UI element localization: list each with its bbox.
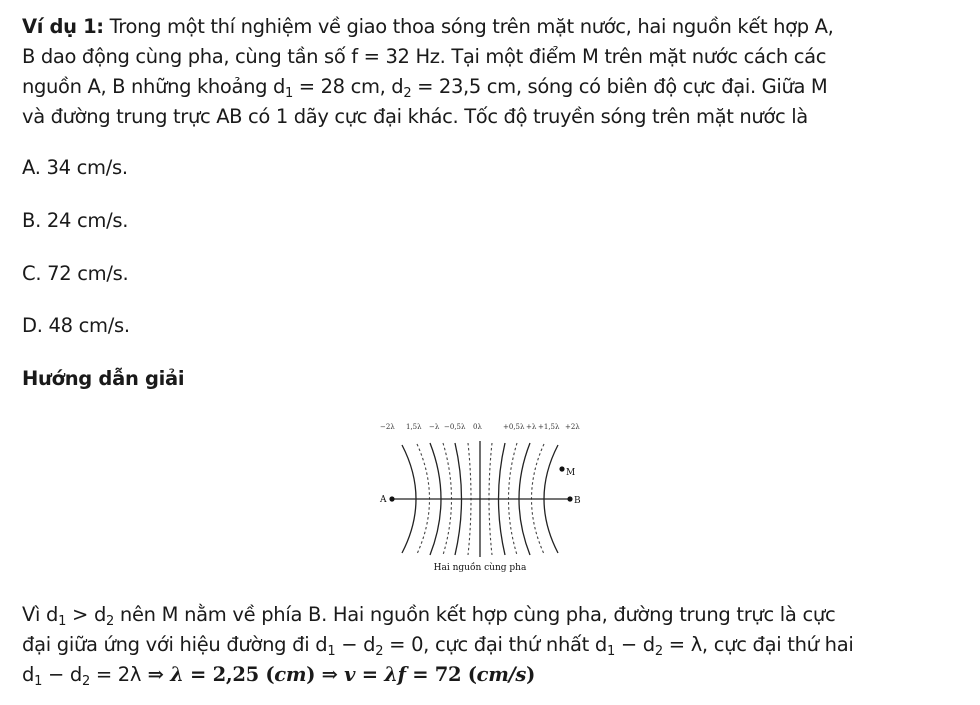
- question-line-3b: = 28 cm, d: [292, 75, 404, 98]
- label-plus-2: +2λ: [565, 423, 580, 431]
- label-minus-1-5: 1,5λ: [406, 423, 422, 431]
- point-b-label: B: [574, 496, 581, 506]
- subscript: 1: [285, 86, 293, 101]
- text: − d: [614, 633, 655, 656]
- text: = 0, cực đại thứ nhất d: [383, 633, 607, 656]
- subscript: 1: [58, 614, 67, 629]
- text: = λ, cực đại thứ hai: [662, 633, 854, 656]
- math-unit: cm: [274, 663, 307, 686]
- question-label: Ví dụ 1:: [22, 15, 104, 38]
- math-paren: ): [526, 663, 536, 686]
- label-plus-0-5: +0,5λ: [503, 423, 525, 431]
- figure-caption: Hai nguồn cùng pha: [433, 563, 527, 573]
- text: > d: [66, 603, 107, 626]
- math-lambda: λ: [170, 663, 184, 686]
- math-lambda-f: λf: [384, 663, 406, 686]
- explanation-paragraph: [22, 600, 927, 690]
- option-b: B. 24 cm/s.: [22, 209, 129, 232]
- question-line-3c: = 23,5 cm, sóng có biên độ cực đại. Giữa M: [411, 75, 828, 98]
- math-equals: =: [355, 663, 385, 686]
- label-minus-1: −λ: [429, 423, 440, 431]
- subscript: 2: [654, 644, 663, 659]
- question-line-4: và đường trung trực AB có 1 dãy cực đại khác. Tốc độ truyền sóng trên mặt nước là: [22, 105, 808, 128]
- label-minus-0-5: −0,5λ: [444, 423, 466, 431]
- math-value: = 2,25 (: [183, 663, 275, 686]
- point-a-label: A: [380, 495, 387, 505]
- option-d: D. 48 cm/s.: [22, 314, 130, 337]
- label-plus-1-5: +1,5λ: [538, 423, 560, 431]
- point-m-label: M: [566, 468, 576, 478]
- subscript: 2: [403, 86, 412, 101]
- question-paragraph: [22, 12, 927, 132]
- interference-figure: [362, 417, 592, 577]
- label-minus-2: −2λ: [380, 423, 395, 431]
- text: d: [22, 663, 35, 686]
- subscript: 1: [606, 644, 615, 659]
- math-v: v: [344, 663, 356, 686]
- label-zero: 0λ: [473, 423, 482, 431]
- subscript: 2: [106, 614, 115, 629]
- explanation: [22, 600, 927, 690]
- text: = 2λ: [89, 663, 142, 686]
- math-value: = 72 (: [405, 663, 477, 686]
- text: nên M nằm về phía B. Hai nguồn kết hợp cùng pha, đường trung trực là cực: [114, 603, 836, 626]
- subscript: 2: [81, 674, 90, 689]
- text: − d: [335, 633, 376, 656]
- question-line-2: B dao động cùng pha, cùng tần số f = 32 Hz. Tại một điểm M trên mặt nước cách các: [22, 45, 827, 68]
- math-arrow: ⇒: [141, 663, 171, 686]
- interference-diagram: [362, 417, 592, 577]
- subscript: 2: [375, 644, 384, 659]
- text: Vì d: [22, 603, 59, 626]
- question-line-1: Trong một thí nghiệm về giao thoa sóng trên mặt nước, hai nguồn kết hợp A,: [103, 15, 834, 38]
- text: đại giữa ứng với hiệu đường đi d: [22, 633, 328, 656]
- subscript: 1: [327, 644, 336, 659]
- label-plus-1: +λ: [526, 423, 537, 431]
- text: − d: [42, 663, 82, 686]
- math-expression: [141, 663, 535, 686]
- math-unit: cm/s: [476, 663, 527, 686]
- question-line-3a: nguồn A, B những khoảng d: [22, 75, 286, 98]
- option-a: A. 34 cm/s.: [22, 156, 128, 179]
- math-arrow: ) ⇒: [306, 663, 345, 686]
- subscript: 1: [34, 674, 43, 689]
- solution-heading: Hướng dẫn giải: [22, 367, 185, 390]
- option-c: C. 72 cm/s.: [22, 262, 129, 285]
